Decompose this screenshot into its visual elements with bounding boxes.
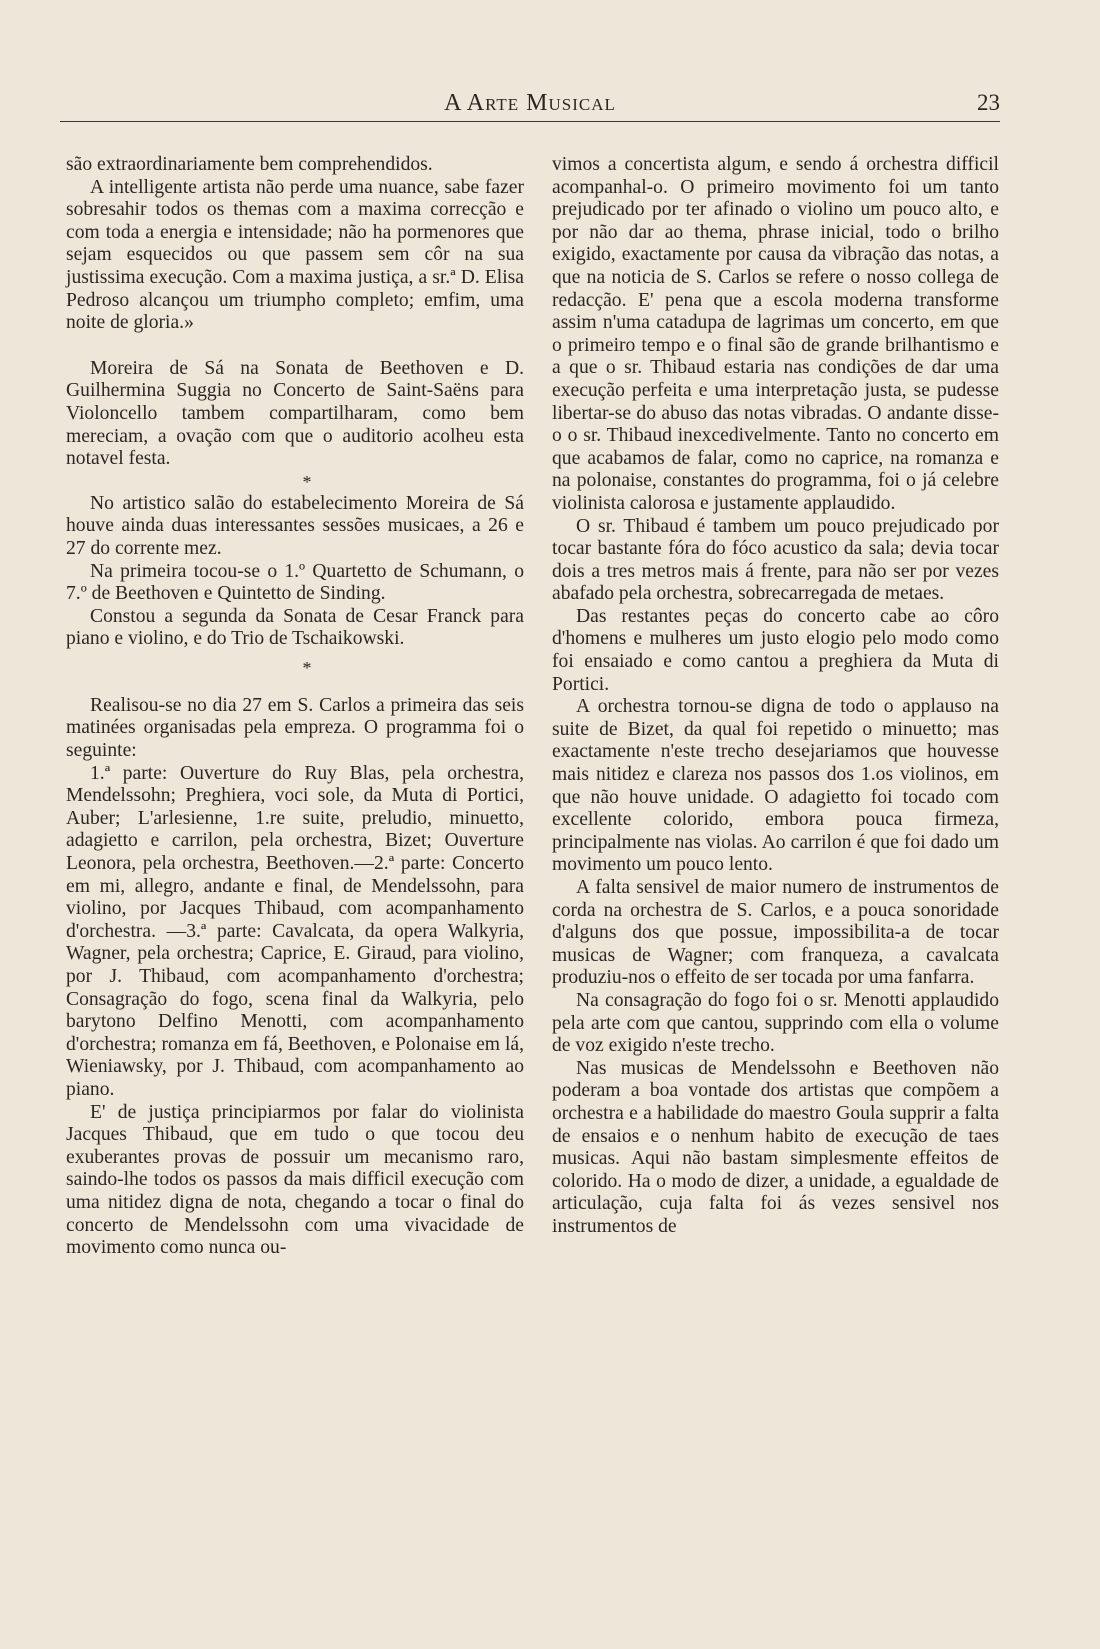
- paragraph: são extraordinariamente bem comprehendidos.: [66, 154, 433, 175]
- paragraph: vimos a concertista algum, e sendo á orchestra difficil acompanhal-o. O primeiro movimento foi um tanto prejudicado por ter afinado o violino um pouco alto, e por não dar ao thema, phrase inicial, todo o brilho exigido, exactamente por causa da vibração das notas, a que na noticia de S. Carlos se refere o nosso collega de redacção. E' pena que a escola moderna transforme assim n'uma catadupa de lagrimas um concerto, em que o primeiro tempo e o final são de grande brilhantismo e a que o sr. Thibaud estaria nas condições de dar uma execução perfeita e uma interpretação justa, se pudesse libertar-se do abuso das notas vibradas. O andante disse-o o sr. Thibaud inexcedivelmente. Tanto no concerto em que acabamos de falar, como no caprice, na romanza e na polonaise, constantes do programma, foi o já celebre violinista calorosa e justamente applaudido.: [552, 154, 999, 514]
- header-rule: [60, 121, 1000, 122]
- paragraph: A falta sensivel de maior numero de instrumentos de corda na orchestra de S. Carlos, e a pouca sonoridade d'alguns dos que possue, impossibilita-a de tocar musicas de Wagner; com franqueza, a cavalcata produziu-nos o effeito de ser tocada por uma fanfarra.: [552, 877, 999, 989]
- paragraph: Constou a segunda da Sonata de Cesar Franck para piano e violino, e do Trio de Tschaikowski.: [66, 605, 524, 650]
- paragraph: Na consagração do fogo foi o sr. Menotti applaudido pela arte com que cantou, supprindo com ella o volume de voz exigido n'este trecho.: [552, 989, 999, 1057]
- asterism-divider: *: [302, 657, 312, 678]
- page-number: 23: [977, 90, 1000, 115]
- paragraph: A orchestra tornou-se digna de todo o applauso na suite de Bizet, da qual foi repetido o minuetto; mas exactamente n'este trecho desejariamos que houvesse mais nitidez e clareza nos passos dos 1.os violinos, em que não houve unidade. O adagietto foi tocado com excellente colorido, embora pouca firmeza, principalmente nas violas. Ao carrilon é que foi dado um movimento um pouco lento.: [552, 696, 999, 876]
- paragraph: Moreira de Sá na Sonata de Beethoven e D. Guilhermina Suggia no Concerto de Saint-Saëns para Violoncello tambem compartilharam, como bem mereciam, a ovação com que o auditorio acolheu esta notavel festa.: [66, 357, 524, 470]
- paragraph: Nas musicas de Mendelssohn e Beethoven não poderam a boa vontade dos artistas que compõem a orchestra e a habilidade do maestro Goula supprir a falta de ensaios e o nenhum habito de execução de taes musicas. Aqui não bastam simplesmente effeitos de colorido. Ha o modo de dizer, a unidade, a egualdade de articulação, cuja falta foi ás vezes sensivel nos instrumentos de: [552, 1057, 999, 1237]
- paragraph: E' de justiça principiarmos por falar do violinista Jacques Thibaud, que em tudo o que tocou deu exuberantes provas de possuir um mecanismo raro, saindo-lhe todos os passos da mais difficil execução com uma nitidez digna de nota, chegando a tocar o final do concerto de Mendelssohn com uma vivacidade de movimento como nunca ou-: [66, 1101, 524, 1259]
- paragraph: Realisou-se no dia 27 em S. Carlos a primeira das seis matinées organisadas pela empreza. O programma foi o seguinte:: [66, 694, 524, 762]
- paragraph: No artistico salão do estabelecimento Moreira de Sá houve ainda duas interessantes sessões musicaes, a 26 e 27 do corrente mez.: [66, 492, 524, 559]
- paragraph: Na primeira tocou-se o 1.º Quartetto de Schumann, o 7.º de Beethoven e Quintetto de Sinding.: [66, 560, 524, 605]
- asterism-divider: *: [302, 471, 312, 492]
- left-column: [66, 154, 524, 1260]
- right-column: [552, 154, 999, 1239]
- running-title: A Arte Musical: [444, 90, 616, 116]
- page-header: [60, 86, 1000, 122]
- paragraph: O sr. Thibaud é tambem um pouco prejudicado por tocar bastante fóra do fóco acustico da sala; devia tocar dois a tres metros mais á frente, para não ser por vezes abafado pela orchestra, sobrecarregada de metaes.: [552, 515, 999, 605]
- paragraph: 1.ª parte: Ouverture do Ruy Blas, pela orchestra, Mendelssohn; Preghiera, voci sole, da Muta di Portici, Auber; L'arlesienne, 1.re suite, preludio, minuetto, adagietto e carrilon, pela orchestra, Bizet; Ouverture Leonora, pela orchestra, Beethoven.—2.ª parte: Concerto em mi, allegro, andante e final, de Mendelssohn, para violino, por Jacques Thibaud, com acompanhamento d'orchestra. —3.ª parte: Cavalcata, da opera Walkyria, Wagner, pela orchestra; Caprice, E. Giraud, para violino, por J. Thibaud, com acompanhamento d'orchestra; Consagração do fogo, scena final da Walkyria, pelo barytono Delfino Menotti, com acompanhamento d'orchestra; romanza em fá, Beethoven, e Polonaise em lá, Wieniawsky, por J. Thibaud, com acompanhamento ao piano.: [66, 762, 524, 1100]
- paragraph: Das restantes peças do concerto cabe ao côro d'homens e mulheres um justo elogio pelo modo como foi ensaiado e como cantou a preghiera da Muta di Portici.: [552, 605, 999, 695]
- paragraph: A intelligente artista não perde uma nuance, sabe fazer sobresahir todos os themas com a maxima correcção e com toda a energia e intensidade; não ha pormenores que sejam esquecidos ou que passem sem côr na sua justissima execução. Com a maxima justiça, a sr.ª D. Elisa Pedroso alcançou um triumpho completo; emfim, uma noite de gloria.»: [66, 176, 524, 334]
